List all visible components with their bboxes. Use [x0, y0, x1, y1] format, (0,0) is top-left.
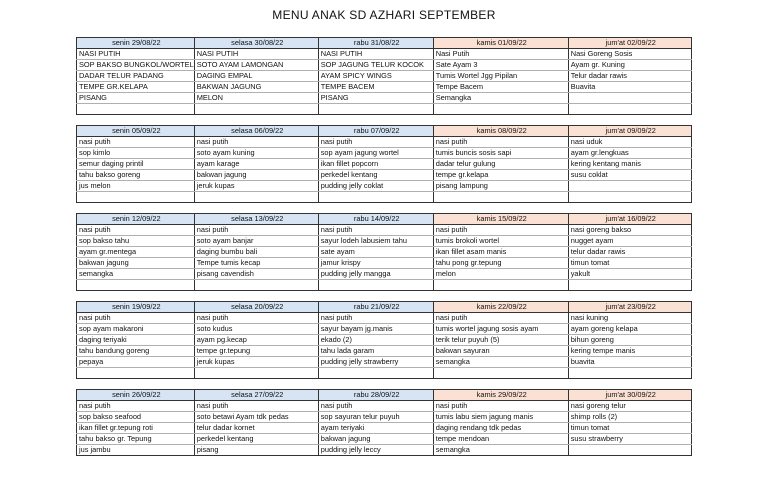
separator-cell: [433, 203, 568, 214]
menu-row: [77, 412, 692, 423]
menu-item: telur dadar kornet: [194, 423, 318, 434]
menu-item: NASI PUTIH: [77, 49, 195, 60]
menu-item: tahu pong gr.tepung: [433, 258, 568, 269]
menu-item: [77, 368, 195, 379]
menu-item: buavita: [568, 357, 691, 368]
separator-cell: [77, 379, 195, 390]
menu-item: bihun goreng: [568, 335, 691, 346]
menu-row: [77, 137, 692, 148]
menu-item: sop ayam makaroni: [77, 324, 195, 335]
day-header: senin 29/08/22: [77, 38, 195, 49]
separator-cell: [568, 115, 691, 126]
menu-item: Tumis Wortel Jgg Pipilan: [433, 71, 568, 82]
menu-item: jeruk kupas: [194, 181, 318, 192]
menu-item: nugget ayam: [568, 236, 691, 247]
menu-item: jeruk kupas: [194, 357, 318, 368]
day-header: senin 19/09/22: [77, 302, 195, 313]
day-header: rabu 28/09/22: [318, 390, 433, 401]
menu-item: [568, 280, 691, 291]
menu-row: [77, 324, 692, 335]
menu-item: [194, 104, 318, 115]
day-header: jum'at 23/09/22: [568, 302, 691, 313]
menu-item: soto ayam banjar: [194, 236, 318, 247]
menu-item: timun tomat: [568, 258, 691, 269]
week-separator: [77, 203, 692, 214]
menu-item: ikan fillet asam manis: [433, 247, 568, 258]
menu-item: timun tomat: [568, 423, 691, 434]
menu-item: [433, 192, 568, 203]
menu-item: pisang: [194, 445, 318, 456]
menu-item: sate ayam: [318, 247, 433, 258]
menu-item: ayam teriyaki: [318, 423, 433, 434]
menu-item: tahu bandung goreng: [77, 346, 195, 357]
week-header-row: [77, 126, 692, 137]
menu-item: nasi putih: [433, 313, 568, 324]
menu-item: shimp rolls (2): [568, 412, 691, 423]
menu-item: [568, 192, 691, 203]
menu-item: nasi putih: [194, 401, 318, 412]
separator-cell: [194, 291, 318, 302]
menu-item: Telur dadar rawis: [568, 71, 691, 82]
day-header: senin 26/09/22: [77, 390, 195, 401]
menu-item: [568, 368, 691, 379]
menu-item: pudding jelly mangga: [318, 269, 433, 280]
separator-cell: [318, 379, 433, 390]
menu-item: perkedel kentang: [194, 434, 318, 445]
menu-item: sayur lodeh labusiem tahu: [318, 236, 433, 247]
menu-item: terik telur puyuh (5): [433, 335, 568, 346]
menu-item: PISANG: [77, 93, 195, 104]
menu-item: [318, 368, 433, 379]
separator-cell: [318, 115, 433, 126]
menu-item: pudding jelly leccy: [318, 445, 433, 456]
menu-item: bakwan jagung: [194, 170, 318, 181]
separator-cell: [568, 291, 691, 302]
menu-row: [77, 445, 692, 456]
menu-item: nasi putih: [77, 401, 195, 412]
menu-item: tahu lada garam: [318, 346, 433, 357]
menu-item: jamur krispy: [318, 258, 433, 269]
menu-item: NASI PUTIH: [194, 49, 318, 60]
menu-row: [77, 93, 692, 104]
day-header: selasa 20/09/22: [194, 302, 318, 313]
menu-item: semangka: [77, 269, 195, 280]
menu-item: nasi putih: [318, 225, 433, 236]
menu-item: daging teriyaki: [77, 335, 195, 346]
menu-item: nasi putih: [77, 225, 195, 236]
menu-row: [77, 159, 692, 170]
menu-row: [77, 357, 692, 368]
day-header: selasa 06/09/22: [194, 126, 318, 137]
menu-item: Nasi Putih: [433, 49, 568, 60]
menu-item: sop sayuran telur puyuh: [318, 412, 433, 423]
day-header: kamis 08/09/22: [433, 126, 568, 137]
menu-item: kering tempe manis: [568, 346, 691, 357]
menu-item: AYAM SPICY WINGS: [318, 71, 433, 82]
menu-row: [77, 368, 692, 379]
menu-item: susu strawberry: [568, 434, 691, 445]
menu-item: daging rendang tdk pedas: [433, 423, 568, 434]
menu-item: [433, 104, 568, 115]
menu-item: Semangka: [433, 93, 568, 104]
menu-item: telur dadar rawis: [568, 247, 691, 258]
menu-item: daging bumbu bali: [194, 247, 318, 258]
menu-item: tumis wortel jagung sosis ayam: [433, 324, 568, 335]
menu-item: [568, 104, 691, 115]
separator-cell: [318, 291, 433, 302]
day-header: rabu 31/08/22: [318, 38, 433, 49]
day-header: selasa 30/08/22: [194, 38, 318, 49]
menu-item: pudding jelly strawberry: [318, 357, 433, 368]
menu-item: Tempe Bacem: [433, 82, 568, 93]
menu-item: [433, 280, 568, 291]
menu-item: [194, 280, 318, 291]
menu-item: ayam gr.lengkuas: [568, 148, 691, 159]
menu-item: [77, 104, 195, 115]
day-header: senin 12/09/22: [77, 214, 195, 225]
menu-item: semangka: [433, 357, 568, 368]
menu-row: [77, 269, 692, 280]
menu-item: [77, 280, 195, 291]
menu-item: ayam goreng kelapa: [568, 324, 691, 335]
menu-row: [77, 335, 692, 346]
menu-item: ekado (2): [318, 335, 433, 346]
menu-item: tumis brokoli wortel: [433, 236, 568, 247]
menu-item: yakult: [568, 269, 691, 280]
menu-row: [77, 258, 692, 269]
menu-row: [77, 236, 692, 247]
week-separator: [77, 115, 692, 126]
menu-item: [568, 445, 691, 456]
menu-item: MELON: [194, 93, 318, 104]
menu-item: pudding jelly coklat: [318, 181, 433, 192]
menu-row: [77, 346, 692, 357]
day-header: rabu 14/09/22: [318, 214, 433, 225]
menu-item: tumis labu siem jagung manis: [433, 412, 568, 423]
menu-item: ikan fillet gr.tepung roti: [77, 423, 195, 434]
menu-row: [77, 280, 692, 291]
separator-cell: [77, 291, 195, 302]
menu-item: ayam gr.mentega: [77, 247, 195, 258]
menu-row: [77, 313, 692, 324]
menu-item: ayam pg.kecap: [194, 335, 318, 346]
menu-item: perkedel kentang: [318, 170, 433, 181]
menu-item: SOP JAGUNG TELUR KOCOK: [318, 60, 433, 71]
separator-cell: [433, 291, 568, 302]
menu-item: NASI PUTIH: [318, 49, 433, 60]
menu-item: pisang lampung: [433, 181, 568, 192]
menu-item: TEMPE BACEM: [318, 82, 433, 93]
menu-item: nasi putih: [318, 137, 433, 148]
menu-item: jus melon: [77, 181, 195, 192]
menu-item: nasi putih: [77, 137, 195, 148]
day-header: jum'at 02/09/22: [568, 38, 691, 49]
menu-row: [77, 104, 692, 115]
day-header: jum'at 16/09/22: [568, 214, 691, 225]
menu-item: melon: [433, 269, 568, 280]
menu-item: [318, 280, 433, 291]
menu-item: nasi putih: [194, 313, 318, 324]
menu-item: jus jambu: [77, 445, 195, 456]
menu-item: PISANG: [318, 93, 433, 104]
menu-item: semangka: [433, 445, 568, 456]
menu-row: [77, 434, 692, 445]
menu-item: bakwan jagung: [77, 258, 195, 269]
week-header-row: [77, 214, 692, 225]
day-header: rabu 07/09/22: [318, 126, 433, 137]
separator-cell: [433, 115, 568, 126]
menu-item: nasi putih: [433, 137, 568, 148]
menu-item: nasi uduk: [568, 137, 691, 148]
menu-row: [77, 181, 692, 192]
menu-item: pisang cavendish: [194, 269, 318, 280]
week-separator: [77, 379, 692, 390]
menu-item: nasi putih: [433, 401, 568, 412]
day-header: kamis 01/09/22: [433, 38, 568, 49]
menu-item: semur daging printil: [77, 159, 195, 170]
separator-cell: [318, 203, 433, 214]
menu-item: Ayam gr. Kuning: [568, 60, 691, 71]
day-header: jum'at 30/09/22: [568, 390, 691, 401]
menu-item: tumis buncis sosis sapi: [433, 148, 568, 159]
menu-item: sayur bayam jg.manis: [318, 324, 433, 335]
menu-row: [77, 148, 692, 159]
menu-item: pepaya: [77, 357, 195, 368]
menu-row: [77, 401, 692, 412]
menu-item: SOTO AYAM LAMONGAN: [194, 60, 318, 71]
menu-item: soto ayam kuning: [194, 148, 318, 159]
menu-item: bakwan jagung: [318, 434, 433, 445]
menu-row: [77, 49, 692, 60]
menu-item: nasi goreng telur: [568, 401, 691, 412]
menu-row: [77, 71, 692, 82]
menu-item: Tempe tumis kecap: [194, 258, 318, 269]
menu-row: [77, 82, 692, 93]
separator-cell: [77, 115, 195, 126]
menu-row: [77, 423, 692, 434]
menu-row: [77, 247, 692, 258]
separator-cell: [194, 379, 318, 390]
week-separator: [77, 291, 692, 302]
menu-item: kering kentang manis: [568, 159, 691, 170]
separator-cell: [194, 203, 318, 214]
menu-item: sop kimlo: [77, 148, 195, 159]
menu-item: DADAR TELUR PADANG: [77, 71, 195, 82]
menu-item: Nasi Goreng Sosis: [568, 49, 691, 60]
menu-item: nasi putih: [433, 225, 568, 236]
week-header-row: [77, 38, 692, 49]
menu-item: dadar telur gulung: [433, 159, 568, 170]
page-title: MENU ANAK SD AZHARI SEPTEMBER: [272, 8, 496, 22]
separator-cell: [568, 203, 691, 214]
day-header: kamis 22/09/22: [433, 302, 568, 313]
menu-item: [568, 181, 691, 192]
week-header-row: [77, 302, 692, 313]
menu-item: sop bakso seafood: [77, 412, 195, 423]
menu-item: [194, 192, 318, 203]
menu-item: nasi putih: [318, 401, 433, 412]
week-header-row: [77, 390, 692, 401]
menu-item: SOP BAKSO BUNGKOL/WORTEL: [77, 60, 195, 71]
menu-item: sop bakso tahu: [77, 236, 195, 247]
menu-item: nasi kuning: [568, 313, 691, 324]
menu-item: susu coklat: [568, 170, 691, 181]
menu-item: bakwan sayuran: [433, 346, 568, 357]
menu-row: [77, 170, 692, 181]
menu-row: [77, 225, 692, 236]
menu-item: nasi putih: [318, 313, 433, 324]
day-header: jum'at 09/09/22: [568, 126, 691, 137]
menu-item: BAKWAN JAGUNG: [194, 82, 318, 93]
menu-table: [76, 37, 692, 456]
menu-item: tempe gr.tepung: [194, 346, 318, 357]
separator-cell: [194, 115, 318, 126]
menu-item: tempe mendoan: [433, 434, 568, 445]
menu-item: tahu bakso goreng: [77, 170, 195, 181]
menu-item: [433, 368, 568, 379]
menu-item: tempe gr.kelapa: [433, 170, 568, 181]
menu-item: TEMPE GR.KELAPA: [77, 82, 195, 93]
menu-item: nasi putih: [194, 137, 318, 148]
menu-item: nasi goreng bakso: [568, 225, 691, 236]
day-header: senin 05/09/22: [77, 126, 195, 137]
menu-row: [77, 60, 692, 71]
menu-item: soto kudus: [194, 324, 318, 335]
menu-item: nasi putih: [77, 313, 195, 324]
separator-cell: [433, 379, 568, 390]
day-header: rabu 21/09/22: [318, 302, 433, 313]
menu-item: [318, 104, 433, 115]
menu-item: [77, 192, 195, 203]
day-header: kamis 29/09/22: [433, 390, 568, 401]
menu-item: sop ayam jagung wortel: [318, 148, 433, 159]
menu-item: DAGING EMPAL: [194, 71, 318, 82]
separator-cell: [568, 379, 691, 390]
menu-item: nasi putih: [194, 225, 318, 236]
day-header: selasa 13/09/22: [194, 214, 318, 225]
menu-item: [318, 192, 433, 203]
menu-item: ikan fillet popcorn: [318, 159, 433, 170]
separator-cell: [77, 203, 195, 214]
day-header: kamis 15/09/22: [433, 214, 568, 225]
menu-item: [194, 368, 318, 379]
menu-item: Sate Ayam 3: [433, 60, 568, 71]
day-header: selasa 27/09/22: [194, 390, 318, 401]
menu-item: Buavita: [568, 82, 691, 93]
menu-item: [568, 93, 691, 104]
menu-item: tahu bakso gr. Tepung: [77, 434, 195, 445]
menu-item: soto betawi Ayam tdk pedas: [194, 412, 318, 423]
menu-item: ayam karage: [194, 159, 318, 170]
menu-row: [77, 192, 692, 203]
